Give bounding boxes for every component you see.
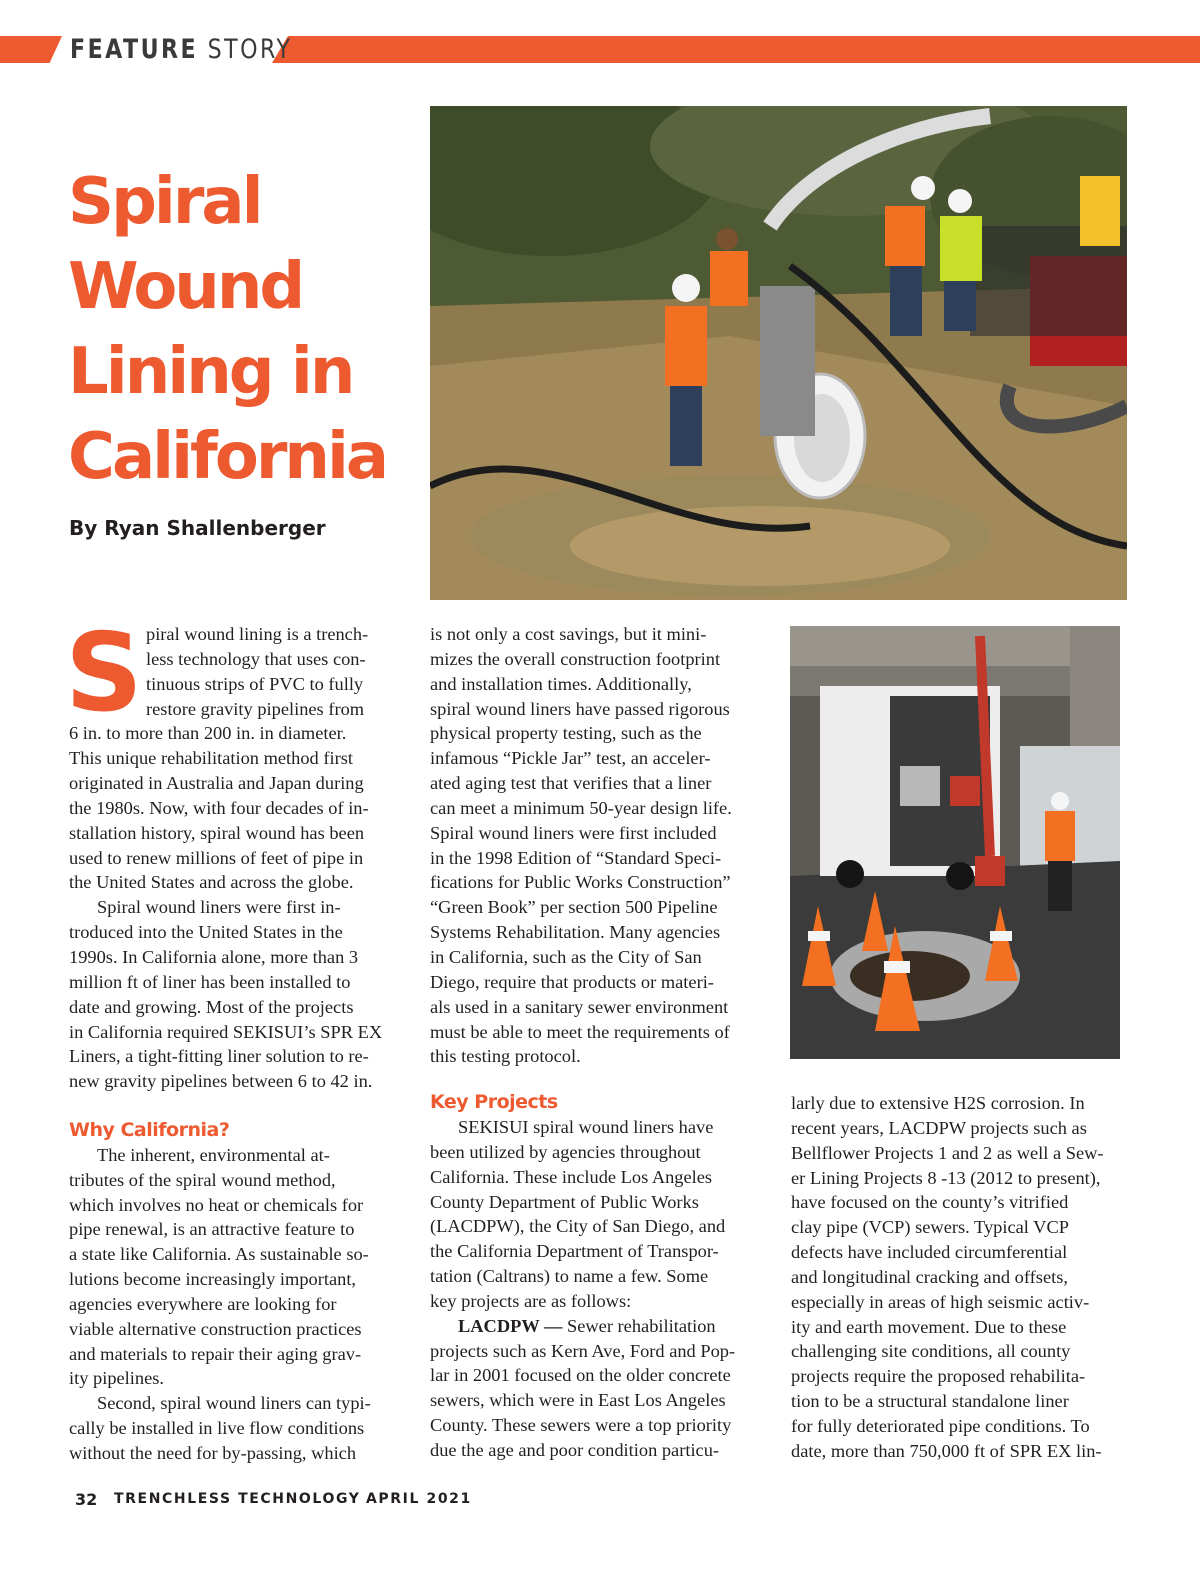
text-line: spiral wound liners have passed rigorous xyxy=(430,698,730,719)
text-line: larly due to extensive H2S corrosion. In xyxy=(791,1093,1085,1113)
text-line: defects have included circumferential xyxy=(791,1242,1068,1263)
text-line: challenging site conditions, all county xyxy=(791,1341,1071,1362)
text-line: lutions become increasingly important, xyxy=(69,1269,357,1290)
text-line: troduced into the United States in the xyxy=(69,922,343,943)
text-line: the 1980s. Now, with four decades of in- xyxy=(69,797,369,818)
issue-date: APRIL 2021 xyxy=(366,1491,472,1507)
byline: By Ryan Shallenberger xyxy=(69,516,326,540)
text-line: County Department of Public Works xyxy=(430,1191,699,1212)
text-line: tinuous strips of PVC to fully xyxy=(146,673,364,694)
photo-installation-truck xyxy=(790,626,1120,1059)
text-line: in the 1998 Edition of “Standard Speci- xyxy=(430,847,722,868)
text-line: and materials to repair their aging grav- xyxy=(69,1343,362,1364)
header-band-right xyxy=(272,36,1200,63)
text-line: date, more than 750,000 ft of SPR EX lin- xyxy=(791,1440,1102,1461)
text-line: projects require the proposed rehabilita- xyxy=(791,1366,1086,1387)
text-line: pipe renewal, is an attractive feature to xyxy=(69,1219,355,1240)
text-line: 1990s. In California alone, more than 3 xyxy=(69,946,359,967)
drop-cap: S xyxy=(65,611,143,736)
text-line: physical property testing, such as the xyxy=(430,723,702,744)
text-line: Systems Rehabilitation. Many agencies xyxy=(430,922,721,943)
text-line: mizes the overall construction footprint xyxy=(430,648,721,669)
title-line: California xyxy=(68,420,387,494)
title-line: Wound xyxy=(68,250,303,324)
text-line: lar in 2001 focused on the older concrete xyxy=(430,1365,731,1386)
text-line: LACDPW — Sewer rehabilitation xyxy=(458,1315,716,1336)
photo-liner-installation xyxy=(430,106,1127,600)
text-line: California. These include Los Angeles xyxy=(430,1166,713,1187)
text-line: The inherent, environmental at- xyxy=(97,1144,330,1165)
text-line: been utilized by agencies throughout xyxy=(430,1141,701,1162)
text-line: als used in a sanitary sewer environment xyxy=(430,996,729,1017)
text-line: agencies everywhere are looking for xyxy=(69,1293,337,1314)
text-line: the California Department of Transpor- xyxy=(430,1241,719,1262)
text-line: million ft of liner has been installed to xyxy=(69,971,351,992)
text-line: originated in Australia and Japan during xyxy=(69,773,364,794)
text-line: (LACDPW), the City of San Diego, and xyxy=(430,1216,726,1237)
text-line: less technology that uses con- xyxy=(146,648,366,669)
text-line: 6 in. to more than 200 in. in diameter. xyxy=(69,723,347,744)
body-column-3 xyxy=(791,1091,1136,1464)
text-line: viable alternative construction practices xyxy=(69,1318,362,1339)
text-line: this testing protocol. xyxy=(430,1046,581,1067)
text-line: key projects are as follows: xyxy=(430,1290,632,1311)
section-kicker: FEATURE STORY xyxy=(70,34,293,65)
text-line: ity pipelines. xyxy=(69,1368,165,1389)
subhead-key-projects: Key Projects xyxy=(430,1091,558,1114)
text-line: without the need for by-passing, which xyxy=(69,1443,357,1463)
text-line: recent years, LACDPW projects such as xyxy=(791,1117,1087,1138)
text-line: have focused on the county’s vitrified xyxy=(791,1192,1069,1213)
text-line: stallation history, spiral wound has been xyxy=(69,822,365,843)
text-line: a state like California. As sustainable so- xyxy=(69,1244,369,1265)
text-line: the United States and across the globe. xyxy=(69,872,354,893)
text-line: Spiral wound liners were first in- xyxy=(97,897,341,918)
page-number: 32 xyxy=(75,1490,98,1509)
text-line: restore gravity pipelines from xyxy=(146,698,365,719)
article-title xyxy=(68,160,418,500)
header-band-left xyxy=(0,36,62,63)
body-column-1 xyxy=(65,611,409,1466)
text-line: tation (Caltrans) to name a few. Some xyxy=(430,1266,709,1287)
text-line: in California required SEKISUI’s SPR EX xyxy=(69,1021,383,1042)
subhead-why-california: Why California? xyxy=(69,1119,230,1142)
text-line: tion to be a structural standalone liner xyxy=(791,1391,1069,1412)
text-line: cally be installed in live flow conditions xyxy=(69,1418,365,1439)
text-line: is not only a cost savings, but it mini- xyxy=(430,624,707,644)
text-line: can meet a minimum 50-year design life. xyxy=(430,797,732,818)
text-line: Bellflower Projects 1 and 2 as well a Sew- xyxy=(791,1142,1104,1163)
run-in-lacdpw: LACDPW — xyxy=(458,1315,563,1336)
text-line: especially in areas of high seismic activ- xyxy=(791,1291,1090,1312)
text-line: for fully deteriorated pipe conditions. To xyxy=(791,1415,1090,1436)
publication-name: TRENCHLESS TECHNOLOGY xyxy=(114,1491,361,1507)
body-column-2 xyxy=(430,622,775,1463)
text-line: date and growing. Most of the projects xyxy=(69,996,354,1017)
text-line: due the age and poor condition particu- xyxy=(430,1440,720,1460)
text-line: tributes of the spiral wound method, xyxy=(69,1169,336,1190)
text-line: Second, spiral wound liners can typi- xyxy=(97,1393,371,1414)
text-line: fications for Public Works Construction” xyxy=(430,872,731,893)
text-line: used to renew millions of feet of pipe in xyxy=(69,847,364,868)
text-line: This unique rehabilitation method first xyxy=(69,748,353,769)
text-line: new gravity pipelines between 6 to 42 in. xyxy=(69,1071,373,1092)
text-line: must be able to meet the requirements of xyxy=(430,1021,730,1042)
text-line: and longitudinal cracking and offsets, xyxy=(791,1266,1068,1287)
text-line: clay pipe (VCP) sewers. Typical VCP xyxy=(791,1217,1069,1238)
title-line: Spiral xyxy=(68,165,261,239)
title-line: Lining in xyxy=(68,335,353,409)
text-line: Liners, a tight-fitting liner solution to re- xyxy=(69,1046,369,1067)
text-line: infamous “Pickle Jar” test, an acceler- xyxy=(430,748,711,769)
text-line: in California, such as the City of San xyxy=(430,946,702,967)
text-line: County. These sewers were a top priority xyxy=(430,1415,732,1436)
text-line: ity and earth movement. Due to these xyxy=(791,1316,1067,1337)
text-line: Diego, require that products or materi- xyxy=(430,971,714,992)
text-line: sewers, which were in East Los Angeles xyxy=(430,1390,726,1411)
text-line: er Lining Projects 8 -13 (2012 to present), xyxy=(791,1167,1101,1188)
text-line: which involves no heat or chemicals for xyxy=(69,1194,364,1215)
text-line: ated aging test that verifies that a liner xyxy=(430,773,712,794)
text-line: Spiral wound liners were first included xyxy=(430,822,717,843)
text-line: “Green Book” per section 500 Pipeline xyxy=(430,897,718,918)
text-line: and installation times. Additionally, xyxy=(430,673,692,694)
text-line: piral wound lining is a trench- xyxy=(146,624,369,644)
text-line: projects such as Kern Ave, Ford and Pop- xyxy=(430,1340,736,1361)
text-line: SEKISUI spiral wound liners have xyxy=(458,1117,714,1138)
